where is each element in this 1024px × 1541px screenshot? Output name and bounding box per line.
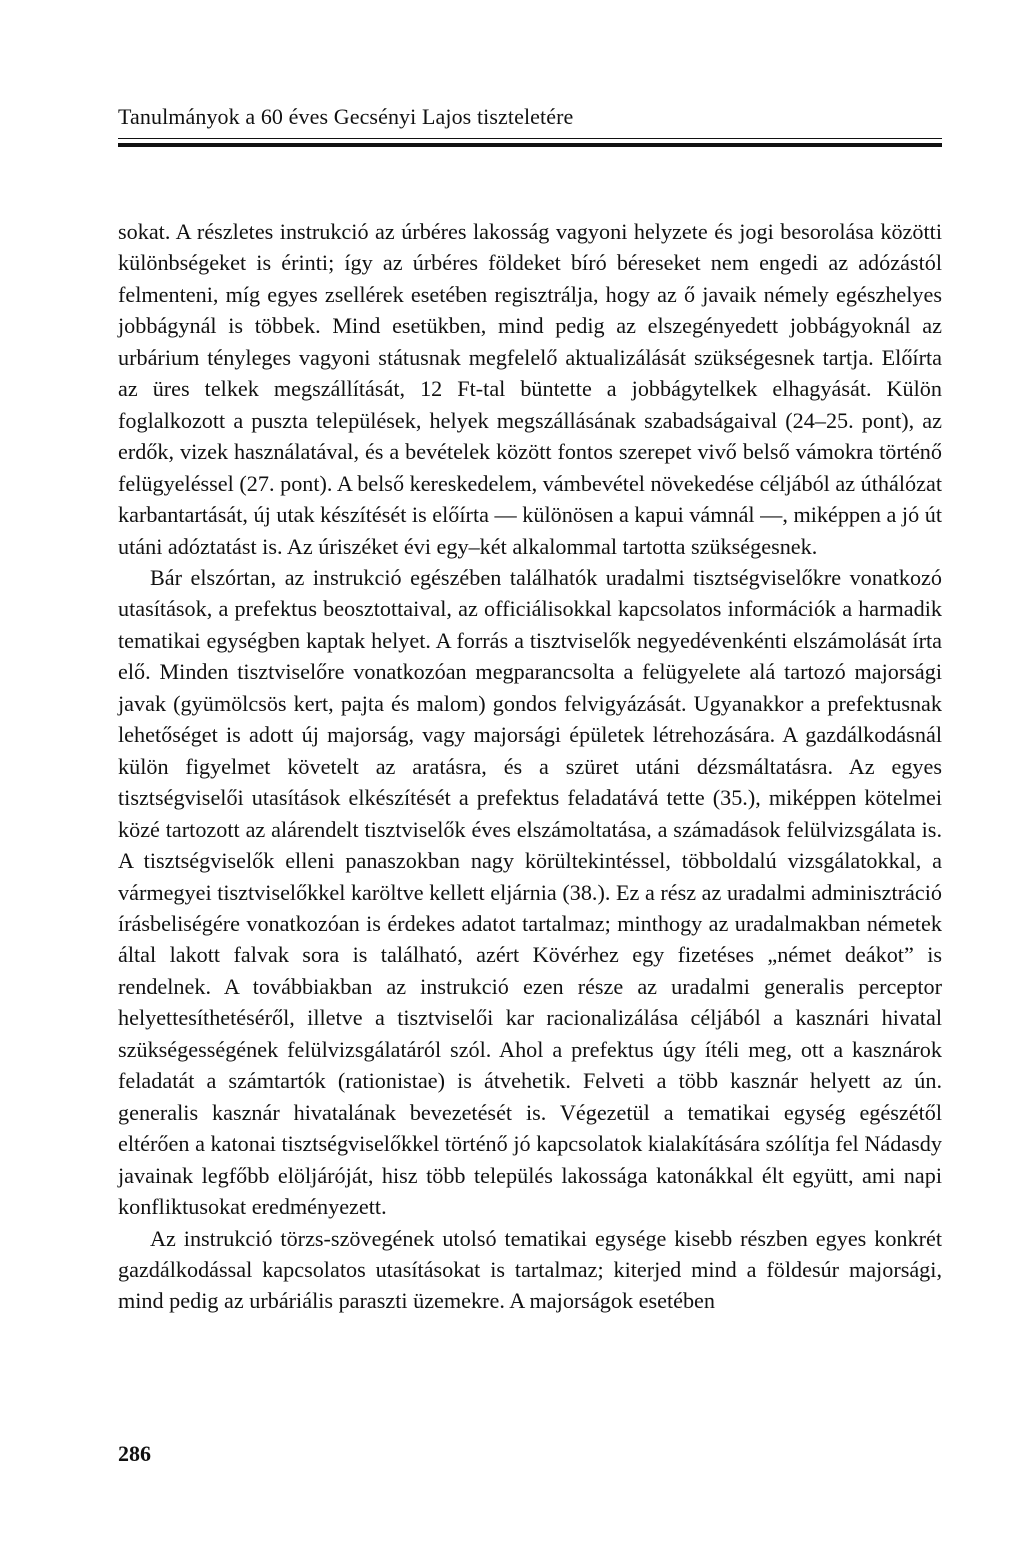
header-rule-thick [118,143,942,147]
paragraph-3: Az instrukció törzs-szövegének utolsó tematikai egysége kisebb részben egyes konkrét gazdálkodással kapcsolatos utasításokat is tartalmaz; kiterjed mind a földesúr majorsági, mind pedig az urbáriális paraszti üzemekre. A majorságok esetében [118,1225,942,1314]
page-number: 286 [118,1441,151,1466]
header-rule-thin [118,138,942,139]
paragraph-1: sokat. A részletes instrukció az úrbéres lakosság vagyoni helyzete és jogi besorolása közötti különbségeket is érinti; így az úrbéres földeket bíró béreseket nem engedi az adózástól felmenteni, míg egyes zsellérek esetében regisztrálja, hogy az ő javaik némely egészhelyes jobbágynál is többek. Mind esetükben, mind pedig az elszegényedett jobbágyoknál az urbárium tényleges vagyoni státusnak megfelelő aktualizálását szükségesnek tartja. Előírta az üres telkek megszállítását, 12 Ft-tal büntette a jobbágytelkek elhagyását. Külön foglalkozott a puszta települések, helyek megszállásának szabadságaival (24–25. pont), az erdők, vizek használatával, és a bevételek között fontos szerepet vivő belső vámokra történő felügyeléssel (27. pont). A belső kereskedelem, vámbevétel növekedése céljából az úthálózat karbantartását, új utak készítését is előírta — különösen a kapui vámnál —, miképpen a jó út utáni adóztatást is. Az úriszéket évi egy–két alkalommal tartotta szükségesnek. [118,219,942,559]
body-text [118,216,942,1317]
running-header-title: Tanulmányok a 60 éves Gecsényi Lajos tiszteletére [118,104,574,129]
paragraph-2: Bár elszórtan, az instrukció egészében találhatók uradalmi tisztségviselőkre vonatkozó utasítások, a prefektus beosztottaival, az officiálisokkal kapcsolatos információk a harmadik tematikai egységben kaptak helyet. A forrás a tisztviselők negyedévenkénti elszámolását írta elő. Minden tisztviselőre vonatkozóan megparancsolta a felügyelete alá tartozó majorsági javak (gyümölcsös kert, pajta és malom) gondos felvigyázását. Ugyanakkor a prefektusnak lehetőséget is adott új majorság, vagy majorsági épületek létrehozására. A gazdálkodásnál külön figyelmet követelt az aratásra, és a szüret utáni dézsmáltatásra. Az egyes tisztségviselői utasítások elkészítését a prefektus feladatává tette (35.), miképpen kötelmei közé tartozott az alárendelt tisztviselők éves elszámoltatása, a számadások felülvizsgálata is. A tisztségviselők elleni panaszokban nagy körültekintéssel, többoldalú vizsgálatokkal, a vármegyei tisztviselőkkel karöltve kellett eljárnia (38.). Ez a rész az uradalmi adminisztráció írásbeliségére vonatkozóan is érdekes adatot tartalmaz; minthogy az uradalmakban németek által lakott falvak sora is található, azért Kövérhez egy fizetéses „német deákot” is rendelnek. A továbbiakban az instrukció ezen része az uradalmi generalis perceptor helyettesíthetéséről, illetve a tisztviselői kar racionalizálása céljából a kasznári hivatal szükségességének felülvizsgálatáról szól. Ahol a prefektus úgy ítéli meg, ott a kasznárok feladatát a számtartók (rationistae) is átvehetik. Felveti a több kasznár helyett az ún. generalis kasznár hivatalának bevezetését is. Végezetül a tematikai egység egészétől eltérően a katonai tisztségviselőkkel történő jó kapcsolatok kialakítására szólítja fel Nádasdy javainak legfőbb elöljáróját, hisz több település lakossága katonákkal élt együtt, ami napi konfliktusokat eredményezett. [118,564,942,1220]
